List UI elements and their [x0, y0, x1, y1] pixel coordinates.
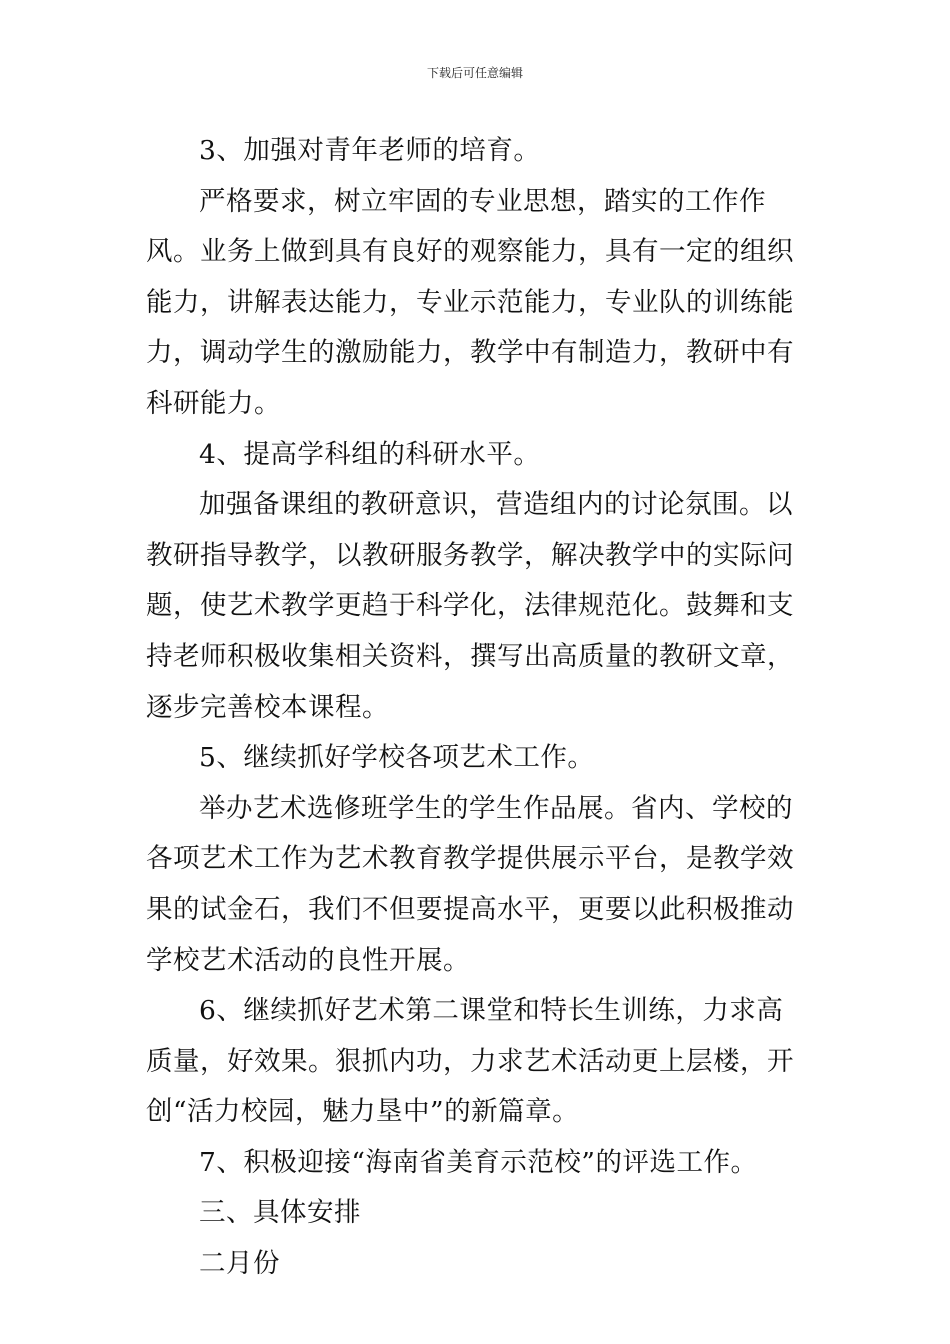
heading-item-3: 3、加强对青年老师的培育。: [199, 135, 541, 166]
heading-item-5: 5、继续抓好学校各项艺术工作。: [199, 742, 595, 774]
document-body: [146, 126, 806, 1290]
paragraph-teacher-training: 严格要求，树立牢固的专业思想，踏实的工作作风。业务上做到具有良好的观察能力，具有一定的组织能力，讲解表达能力，专业示范能力，专业队的训练能力，调动学生的激励能力，教学中有制造力，教研中有科研能力。: [146, 185, 794, 419]
paragraph-item-6: 6、继续抓好艺术第二课堂和特长生训练，力求高质量，好效果。狠抓内功，力求艺术活动更上层楼，开创“活力校园，魅力垦中”的新篇章。: [146, 995, 794, 1128]
subheading-february: 二月份: [199, 1248, 280, 1280]
heading-item-4: 4、提高学科组的科研水平。: [199, 438, 541, 470]
paragraph-item-7: 7、积极迎接“海南省美育示范校”的评选工作。: [199, 1146, 758, 1178]
paragraph-art-work: 举办艺术选修班学生的学生作品展。省内、学校的各项艺术工作为艺术教育教学提供展示平台，是教学效果的试金石，我们不但要提高水平，更要以此积极推动学校艺术活动的良性开展。: [146, 792, 794, 976]
paragraph-research: 加强备课组的教研意识，营造组内的讨论氛围。以教研指导教学，以教研服务教学，解决教学中的实际问题，使艺术教学更趋于科学化，法律规范化。鼓舞和支持老师积极收集相关资料，撰写出高质量的教研文章，逐步完善校本课程。: [146, 489, 794, 723]
page-header: 下载后可任意编辑: [426, 66, 523, 80]
section-heading-schedule: 三、具体安排: [199, 1197, 361, 1229]
